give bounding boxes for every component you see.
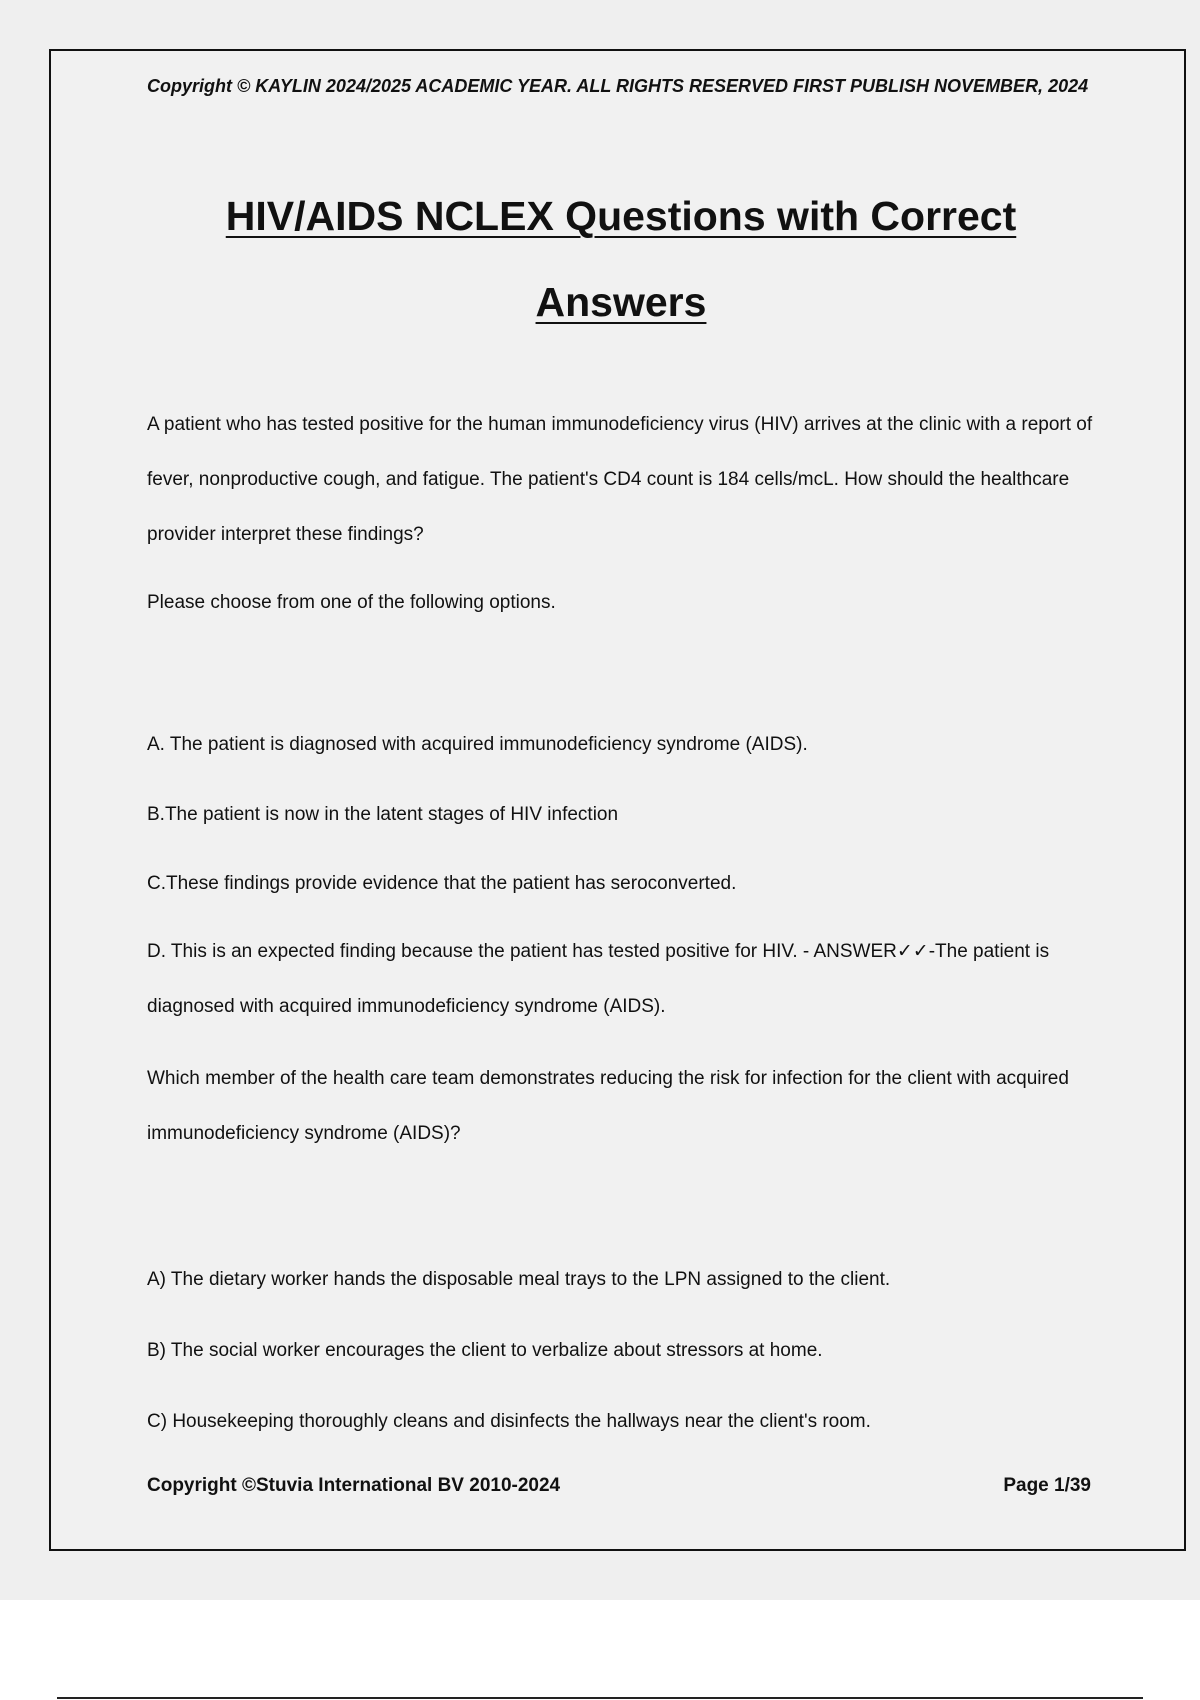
question-2-stem: Which member of the health care team demonstrates reducing the risk for infection for the client with acquired immunodeficiency syndrome (AIDS)?	[147, 1068, 1069, 1144]
document-page	[49, 49, 1186, 1551]
page-number: Page 1/39	[1003, 1475, 1091, 1496]
footer-copyright: Copyright ©Stuvia International BV 2010-2024	[147, 1475, 561, 1496]
page-title	[131, 173, 1111, 345]
question-2-option-b: B) The social worker encourages the client to verbalize about stressors at home.	[147, 1340, 823, 1361]
question-2-option-c: C) Housekeeping thoroughly cleans and disinfects the hallways near the client's room.	[147, 1411, 871, 1432]
question-1-stem: A patient who has tested positive for the human immunodeficiency virus (HIV) arrives at the clinic with a report of fever, nonproductive cough, and fatigue. The patient's CD4 count is 184 cells/mcL. How should the healthcare provider interpret these findings?	[147, 414, 1093, 545]
header-copyright: Copyright © KAYLIN 2024/2025 ACADEMIC YEAR. ALL RIGHTS RESERVED FIRST PUBLISH NOVEMBER, 2024	[147, 76, 1089, 96]
next-page-top-divider	[57, 1697, 1143, 1699]
question-1-option-b: B.The patient is now in the latent stages of HIV infection	[147, 804, 619, 825]
question-1-option-a: A. The patient is diagnosed with acquired immunodeficiency syndrome (AIDS).	[147, 734, 808, 755]
question-2-option-a: A) The dietary worker hands the disposable meal trays to the LPN assigned to the client.	[147, 1269, 891, 1290]
title-line-2: Answers	[535, 279, 707, 325]
title-line-1: HIV/AIDS NCLEX Questions with Correct	[225, 193, 1017, 239]
question-1-option-c: C.These findings provide evidence that the patient has seroconverted.	[147, 873, 737, 894]
question-1-option-d-answer: D. This is an expected finding because the patient has tested positive for HIV. - ANSWER✓✓-The patient is diagnosed with acquired immunodeficiency syndrome (AIDS).	[147, 941, 1050, 1017]
question-1-instruction: Please choose from one of the following options.	[147, 592, 556, 613]
